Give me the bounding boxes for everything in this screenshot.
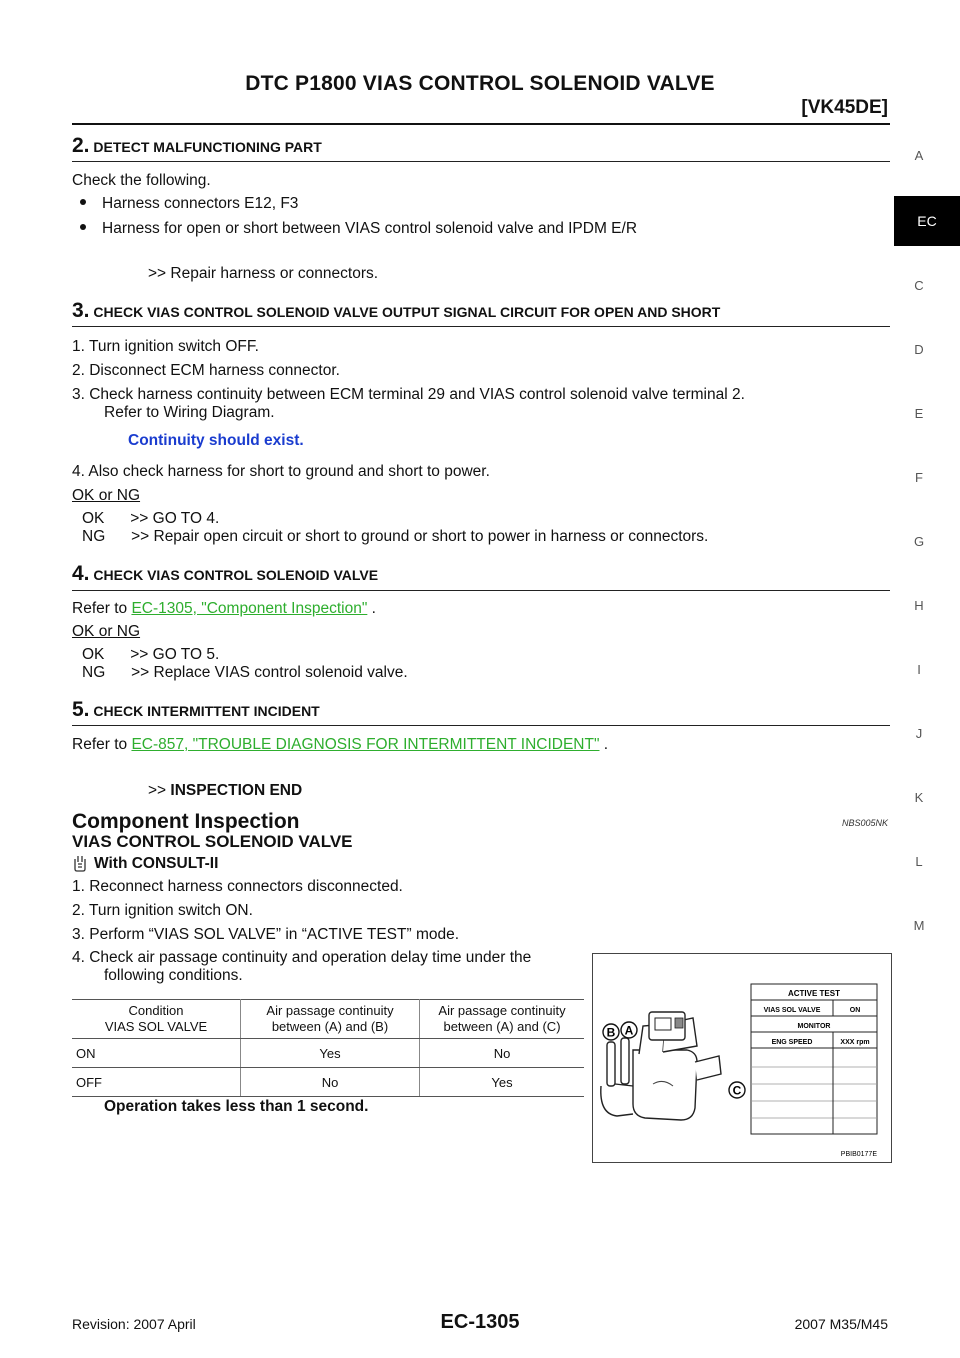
consult-icon — [72, 855, 88, 873]
header-line: between (A) and (B) — [271, 1019, 389, 1034]
screen-speed: ENG SPEED — [771, 1039, 813, 1046]
table-cell: ON — [72, 1039, 241, 1068]
step-2-result: >> Repair harness or connectors. — [148, 265, 379, 282]
bullet-item — [80, 220, 637, 238]
footer-revision: Revision: 2007 April — [72, 1316, 196, 1332]
continuity-spec: Continuity should exist. — [128, 432, 304, 449]
header-rule — [72, 123, 890, 125]
section-code: NBS005NK — [841, 818, 888, 828]
inspection-item-3: 3. Perform “VIAS SOL VALVE” in “ACTIVE TEST” mode. — [72, 926, 460, 943]
figure-code: PBIB0177E — [840, 1151, 877, 1158]
step-5-result — [148, 782, 302, 800]
refer-suffix: . — [367, 600, 376, 617]
label-c: C — [732, 1083, 742, 1098]
refer-prefix: Refer to — [72, 736, 132, 753]
header-line: VIAS SOL VALVE — [104, 1019, 208, 1034]
side-index-h[interactable]: H — [914, 598, 924, 613]
operation-note: Operation takes less than 1 second. — [104, 1098, 369, 1115]
footer-page-number: EC-1305 — [440, 1311, 520, 1333]
table-header — [72, 1000, 241, 1039]
step-2-intro: Check the following. — [72, 172, 211, 189]
ng-result: NG >> Repair open circuit or short to ground or short to power in harness or connectors. — [82, 528, 709, 545]
side-index-l[interactable]: L — [915, 854, 923, 869]
header-line: Condition — [128, 1003, 184, 1018]
ok-or-ng-label: OK or NG — [72, 623, 141, 640]
step-number: 2. — [72, 134, 90, 157]
step-number: 3. — [72, 299, 90, 322]
screen-speed-value: XXX rpm — [840, 1039, 870, 1046]
footer-model: 2007 M35/M45 — [794, 1316, 888, 1332]
engine-model: [VK45DE] — [801, 97, 888, 118]
side-index-e[interactable]: E — [914, 406, 924, 421]
ng-result: NG >> Replace VIAS control solenoid valve. — [82, 664, 408, 681]
table-cell: OFF — [72, 1068, 241, 1097]
step-rule — [72, 326, 890, 327]
side-index-m[interactable]: M — [913, 918, 925, 933]
step-rule — [72, 725, 890, 726]
step-title: CHECK INTERMITTENT INCIDENT — [93, 703, 320, 719]
bullet-text: Harness connectors E12, F3 — [102, 195, 299, 212]
table-header-row — [72, 1000, 584, 1039]
refer-suffix: . — [599, 736, 609, 753]
side-index-d[interactable]: D — [914, 342, 924, 357]
condition-table — [72, 999, 584, 1097]
screen-item: VIAS SOL VALVE — [763, 1007, 821, 1014]
table-header — [420, 1000, 585, 1039]
bullet-icon — [80, 199, 86, 205]
bullet-icon — [80, 224, 86, 230]
section-title: Component Inspection — [72, 810, 300, 833]
header-line: Air passage continuity — [438, 1003, 566, 1018]
step-3-item-3-cont: Refer to Wiring Diagram. — [104, 404, 275, 421]
table-cell: No — [420, 1039, 585, 1068]
side-index-j[interactable]: J — [915, 726, 923, 741]
step-5-refer — [72, 736, 608, 754]
table-cell: Yes — [420, 1068, 585, 1097]
step-3-heading — [72, 299, 720, 323]
step-4-refer — [72, 600, 376, 618]
step-title: CHECK VIAS CONTROL SOLENOID VALVE — [93, 567, 379, 583]
side-index-f[interactable]: F — [915, 470, 923, 485]
inspection-item-2: 2. Turn ignition switch ON. — [72, 902, 253, 919]
side-index-i[interactable]: I — [917, 662, 921, 677]
solenoid-figure — [592, 953, 892, 1163]
side-index-c[interactable]: C — [914, 278, 924, 293]
side-index-ec-active[interactable]: EC — [894, 196, 960, 246]
bullet-text: Harness for open or short between VIAS control solenoid valve and IPDM E/R — [102, 220, 638, 237]
table-cell: Yes — [241, 1039, 420, 1068]
header-line: Air passage continuity — [266, 1003, 394, 1018]
table-cell: No — [241, 1068, 420, 1097]
side-index-k[interactable]: K — [914, 790, 924, 805]
step-rule — [72, 590, 890, 591]
inspection-item-4: 4. Check air passage continuity and operation delay time under the — [72, 949, 532, 966]
screen-monitor: MONITOR — [797, 1023, 831, 1030]
intermittent-incident-link[interactable]: EC-857, "TROUBLE DIAGNOSIS FOR INTERMITTENT INCIDENT" — [131, 736, 600, 753]
side-index-a[interactable]: A — [914, 148, 924, 163]
bullet-item — [80, 195, 298, 213]
consult-heading — [72, 855, 218, 873]
step-rule — [72, 161, 890, 162]
solenoid-valve-illustration — [593, 954, 891, 1162]
header-line: between (A) and (C) — [443, 1019, 561, 1034]
step-3-item-4: 4. Also check harness for short to ground and short to power. — [72, 463, 490, 480]
page-title: DTC P1800 VIAS CONTROL SOLENOID VALVE — [245, 72, 715, 95]
result-prefix: >> — [148, 782, 171, 799]
result-text: INSPECTION END — [170, 782, 303, 799]
inspection-item-1: 1. Reconnect harness connectors disconnected. — [72, 878, 403, 895]
step-title: CHECK VIAS CONTROL SOLENOID VALVE OUTPUT SIGNAL CIRCUIT FOR OPEN AND SHORT — [93, 304, 721, 320]
step-3-item-2: 2. Disconnect ECM harness connector. — [72, 362, 340, 379]
step-number: 5. — [72, 698, 90, 721]
step-number: 4. — [72, 562, 90, 585]
screen-item-value: ON — [849, 1007, 861, 1014]
side-index-g[interactable]: G — [913, 534, 925, 549]
step-5-heading — [72, 698, 320, 722]
section-subtitle: VIAS CONTROL SOLENOID VALVE — [72, 832, 353, 851]
consult-text: With CONSULT-II — [94, 855, 219, 873]
step-4-heading — [72, 562, 378, 586]
step-3-item-1: 1. Turn ignition switch OFF. — [72, 338, 259, 355]
table-row — [72, 1068, 584, 1097]
table-row — [72, 1039, 584, 1068]
component-inspection-link[interactable]: EC-1305, "Component Inspection" — [131, 600, 368, 617]
ok-result: OK >> GO TO 4. — [82, 510, 220, 527]
label-a: A — [624, 1023, 634, 1038]
label-b: B — [606, 1025, 616, 1040]
table-header — [241, 1000, 420, 1039]
refer-prefix: Refer to — [72, 600, 132, 617]
ok-or-ng-label: OK or NG — [72, 487, 141, 504]
step-3-item-3: 3. Check harness continuity between ECM terminal 29 and VIAS control solenoid valve terminal 2. — [72, 386, 745, 403]
screen-title: ACTIVE TEST — [787, 989, 841, 998]
step-2-heading — [72, 134, 322, 158]
inspection-item-4-cont: following conditions. — [104, 967, 243, 984]
step-title: DETECT MALFUNCTIONING PART — [93, 139, 322, 155]
ok-result: OK >> GO TO 5. — [82, 646, 220, 663]
